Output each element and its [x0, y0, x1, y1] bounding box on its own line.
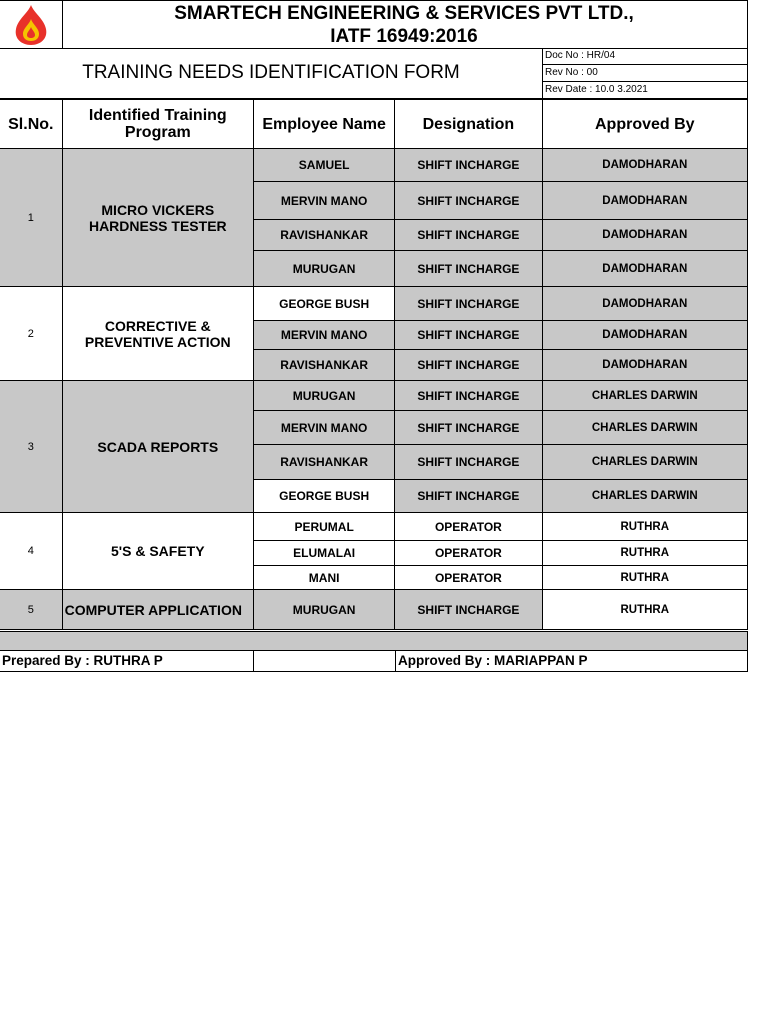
- employee-name-cell: GEORGE BUSH: [253, 480, 394, 513]
- training-program-cell: CORRECTIVE & PREVENTIVE ACTION: [62, 287, 253, 381]
- prepared-by: Prepared By : RUTHRA P: [2, 653, 163, 668]
- document-info: [543, 48, 747, 98]
- approved-by-cell: RUTHRA: [542, 566, 747, 590]
- serial-number-cell: 3: [0, 381, 62, 513]
- designation-cell: SHIFT INCHARGE: [395, 381, 542, 411]
- employee-name-cell: RAVISHANKAR: [253, 445, 394, 480]
- document-header: [0, 0, 748, 49]
- divider: [395, 651, 396, 671]
- serial-number-cell: 1: [0, 149, 62, 287]
- designation-cell: SHIFT INCHARGE: [395, 411, 542, 445]
- designation-cell: SHIFT INCHARGE: [395, 480, 542, 513]
- approved-by-cell: DAMODHARAN: [542, 321, 747, 350]
- designation-cell: SHIFT INCHARGE: [395, 350, 542, 381]
- approved-by-cell: CHARLES DARWIN: [542, 381, 747, 411]
- designation-cell: SHIFT INCHARGE: [395, 321, 542, 350]
- serial-number-cell: 5: [0, 590, 62, 630]
- table-header-row: [0, 100, 748, 149]
- form-title-row: [0, 48, 748, 99]
- designation-cell: SHIFT INCHARGE: [395, 590, 542, 630]
- employee-name-cell: RAVISHANKAR: [253, 350, 394, 381]
- column-header-sl-no: Sl.No.: [0, 100, 62, 149]
- table-row: [0, 513, 748, 541]
- designation-cell: SHIFT INCHARGE: [395, 220, 542, 251]
- designation-cell: OPERATOR: [395, 541, 542, 566]
- training-program-cell: 5'S & SAFETY: [62, 513, 253, 590]
- employee-name-cell: ELUMALAI: [253, 541, 394, 566]
- training-program-cell: COMPUTER APPLICATION: [62, 590, 253, 630]
- divider: [253, 651, 254, 671]
- approved-by-cell: CHARLES DARWIN: [542, 411, 747, 445]
- approved-by-cell: DAMODHARAN: [542, 350, 747, 381]
- designation-cell: SHIFT INCHARGE: [395, 251, 542, 287]
- company-name: [62, 1, 746, 49]
- training-program-cell: SCADA REPORTS: [62, 381, 253, 513]
- approved-by-cell: DAMODHARAN: [542, 149, 747, 182]
- approved-by-cell: DAMODHARAN: [542, 251, 747, 287]
- table-row: [0, 381, 748, 411]
- doc-number: Doc No : HR/04: [543, 48, 747, 65]
- column-header-approved-by: Approved By: [542, 100, 747, 149]
- approved-by-cell: CHARLES DARWIN: [542, 445, 747, 480]
- approved-by-cell: CHARLES DARWIN: [542, 480, 747, 513]
- company-name-line1: SMARTECH ENGINEERING & SERVICES PVT LTD.,: [174, 3, 634, 24]
- employee-name-cell: MERVIN MANO: [253, 182, 394, 220]
- approved-by-cell: RUTHRA: [542, 513, 747, 541]
- employee-name-cell: PERUMAL: [253, 513, 394, 541]
- approved-by-cell: DAMODHARAN: [542, 287, 747, 321]
- signature-row: [0, 651, 748, 672]
- training-needs-table: [0, 99, 748, 630]
- approved-by-cell: DAMODHARAN: [542, 220, 747, 251]
- company-logo: [0, 1, 63, 49]
- column-header-employee-name: Employee Name: [253, 100, 394, 149]
- designation-cell: SHIFT INCHARGE: [395, 149, 542, 182]
- approved-by-cell: RUTHRA: [542, 541, 747, 566]
- approved-by: Approved By : MARIAPPAN P: [398, 653, 588, 668]
- designation-cell: OPERATOR: [395, 566, 542, 590]
- employee-name-cell: SAMUEL: [253, 149, 394, 182]
- employee-name-cell: MURUGAN: [253, 590, 394, 630]
- designation-cell: SHIFT INCHARGE: [395, 445, 542, 480]
- serial-number-cell: 4: [0, 513, 62, 590]
- flame-logo-icon: [8, 3, 54, 47]
- table-row: [0, 590, 748, 630]
- training-program-cell: MICRO VICKERS HARDNESS TESTER: [62, 149, 253, 287]
- revision-number: Rev No : 00: [543, 65, 747, 82]
- table-row: [0, 149, 748, 182]
- approved-by-cell: DAMODHARAN: [542, 182, 747, 220]
- column-header-training-program: Identified Training Program: [62, 100, 253, 149]
- form-footer: [0, 631, 748, 672]
- approved-by-cell: RUTHRA: [542, 590, 747, 630]
- employee-name-cell: GEORGE BUSH: [253, 287, 394, 321]
- employee-name-cell: MERVIN MANO: [253, 321, 394, 350]
- blank-separator-row: [0, 631, 748, 651]
- serial-number-cell: 2: [0, 287, 62, 381]
- employee-name-cell: MURUGAN: [253, 381, 394, 411]
- employee-name-cell: RAVISHANKAR: [253, 220, 394, 251]
- form-title: TRAINING NEEDS IDENTIFICATION FORM: [0, 48, 543, 98]
- revision-date: Rev Date : 10.0 3.2021: [545, 84, 648, 95]
- designation-cell: SHIFT INCHARGE: [395, 182, 542, 220]
- table-row: [0, 287, 748, 321]
- company-certification: IATF 16949:2016: [330, 26, 478, 47]
- employee-name-cell: MURUGAN: [253, 251, 394, 287]
- designation-cell: OPERATOR: [395, 513, 542, 541]
- column-header-designation: Designation: [395, 100, 542, 149]
- designation-cell: SHIFT INCHARGE: [395, 287, 542, 321]
- employee-name-cell: MANI: [253, 566, 394, 590]
- employee-name-cell: MERVIN MANO: [253, 411, 394, 445]
